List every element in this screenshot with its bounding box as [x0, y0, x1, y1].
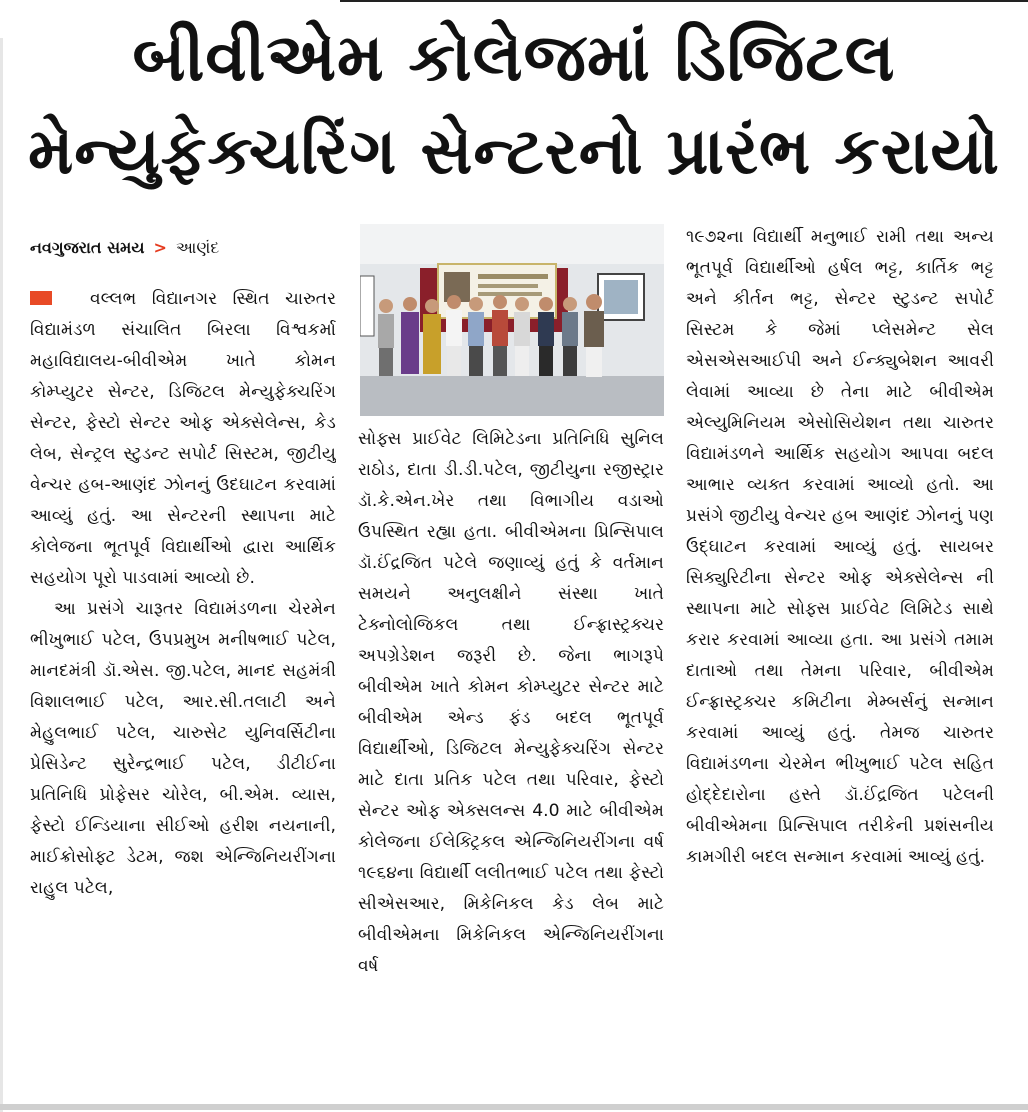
headline-line-2: મેન્યુફેક્ચરિંગ સેન્ટરનો પ્રારંભ કરાયો	[28, 115, 1000, 189]
article-paragraph	[30, 284, 336, 594]
article-paragraph: ૧૯૭૨ના વિદ્યાર્થી મનુભાઈ રામી તથા અન્ય ભૂતપૂર્વ વિદ્યાર્થીઓ હર્ષલ ભટ્ટ, કાર્તિક ભટ્ટ અને કીર્તન ભટ્ટ, સેન્ટર સ્ટુડન્ટ સપોર્ટ સિસ્ટમ કે જેમાં પ્લેસમેન્ટ સેલ એસએસઆઈપી અને ઈન્ક્યુબેશન આવરી લેવામાં આવ્યા છે તેના માટે બીવીએમ એલ્યુમિનિયમ એસોસિયેશન તથા ચારુતર વિદ્યામંડળને આર્થિક સહયોગ આપવા બદલ આભાર વ્યક્ત કરવામાં આવ્યો હતો. આ પ્રસંગે જીટીયુ વેન્ચર હબ આણંદ ઝોનનું પણ ઉદ્ઘાટન કરવામાં આવ્યું હતું. સાયબર સિક્યુરિટીના સેન્ટર ઓફ એક્સેલેન્સ ની સ્થાપના માટે સોફ્સ પ્રાઈવેટ લિમિટેડ સાથે કરાર કરવામાં આવ્યા હતા. આ પ્રસંગે તમામ દાતાઓ તથા તેમના પરિવાર, બીવીએમ ઈન્ફ્રાસ્ટ્રક્ચર કમિટીના મેમ્બર્સનું સન્માન કરવામાં આવ્યું હતું. તેમજ ચારુતર વિદ્યામંડળના ચેરમેન ભીખુભાઈ પટેલ સહિત હોદ્દેદારોના હસ્તે ડૉ.ઈંદ્રજિત પટેલની બીવીએમના પ્રિન્સિપાલ તરીકેની પ્રશંસનીય કામગીરી બદલ સન્માન કરવામાં આવ્યું હતું.	[686, 227, 994, 867]
left-margin-rule	[0, 38, 3, 1112]
byline	[30, 236, 350, 260]
headline-line-1: બીવીએમ કોલેજમાં ડિજિટલ	[132, 19, 896, 96]
event-photo	[360, 224, 664, 416]
byline-separator: >	[153, 238, 167, 257]
top-rule	[340, 0, 1028, 2]
paragraph-text: વલ્લભ વિદ્યાનગર સ્થિત ચારુતર વિદ્યામંડળ સંચાલિત બિરલા વિશ્વકર્મા મહાવિદ્યાલય-બીવીએમ ખાતે કોમન કોમ્પ્યુટર સેન્ટર, ડિજિટલ મેન્યુફેક્ચરિંગ સેન્ટર, ફેસ્ટો સેન્ટર ઓફ એક્સેલેન્સ, કેડ લેબ, સેન્ટ્રલ સ્ટુડન્ટ સપોર્ટ સિસ્ટમ, જીટીયુ વેન્ચર હબ-આણંદ ઝોનનું ઉદઘાટન કરવામાં આવ્યું હતું. આ સેન્ટરની સ્થાપના માટે કોલેજના ભૂતપૂર્વ વિદ્યાર્થીઓ દ્વારા આર્થિક સહયોગ પૂરો પાડવામાં આવ્યો છે.	[30, 289, 336, 588]
paragraph-marker-icon	[30, 291, 52, 305]
article-paragraph: આ પ્રસંગે ચારૂતર વિદ્યામંડળના ચેરમેન ભીખુભાઈ પટેલ, ઉપપ્રમુખ મનીષભાઈ પટેલ, માનદમંત્રી ડૉ.એસ. જી.પટેલ, માનદ સહમંત્રી વિશાલભાઈ પટેલ, આર.સી.તલાટી અને મેહુલભાઈ પટેલ, ચારુસેટ યુનિવર્સિટીના પ્રેસિડેન્ટ સુરેન્દ્રભાઈ પટેલ, ડીટીઈના પ્રતિનિધિ પ્રોફેસર ચોરેલ, બી.એમ. વ્યાસ, ફેસ્ટો ઈન્ડિયાના સીઈઓ હરીશ નયનાની, માઈક્રોસોફ્ટ ડેટમ, જશ એન્જિનિયરીંગના રાહુલ પટેલ,	[30, 599, 336, 898]
article-paragraph: સોફ્સ પ્રાઈવેટ લિમિટેડના પ્રતિનિધિ સુનિલ રાઠોડ, દાતા ડી.ડી.પટેલ, જીટીયુના રજીસ્ટ્રાર ડૉ.કે.એન.ખેર તથા વિભાગીય વડાઓ ઉપસ્થિત રહ્યા હતા. બીવીએમના પ્રિન્સિપાલ ડૉ.ઈંદ્રજિત પટેલે જણાવ્યું હતું કે વર્તમાન સમયને અનુલક્ષીને સંસ્થા ખાતે ટેક્નોલોજિકલ તથા ઈન્ફ્રાસ્ટ્રક્ચર અપગ્રેડેશન જરૂરી છે. જેના ભાગરૂપે બીવીએમ ખાતે કોમન કોમ્પ્યુટર સેન્ટર માટે બીવીએમ એન્ડ ફંડ બદલ ભૂતપૂર્વ વિદ્યાર્થીઓ, ડિજિટલ મેન્યુફેક્ચરિંગ સેન્ટર માટે દાતા પ્રતિક પટેલ તથા પરિવાર, ફેસ્ટો સેન્ટર ઓફ એક્સલન્સ 4.0 માટે બીવીએમ કોલેજના ઈલેક્ટ્રિકલ એન્જિનિયરીંગના વર્ષ ૧૯૬૪ના વિદ્યાર્થી લલીતભાઈ પટેલ તથા ફેસ્ટો સીએસઆર, મિકેનિકલ કેડ લેબ માટે બીવીએમના મિકેનિકલ એન્જિનિયરીંગના વર્ષ	[358, 429, 664, 976]
byline-source: નવગુજરાત સમય	[30, 238, 145, 257]
article-column-1	[30, 284, 336, 1084]
byline-place: આણંદ	[176, 238, 220, 257]
article-column-3	[686, 222, 994, 1084]
event-photo-illustration	[360, 224, 664, 416]
bottom-rule	[0, 1104, 1028, 1110]
article-column-2	[358, 424, 664, 1084]
headline	[10, 10, 1018, 198]
